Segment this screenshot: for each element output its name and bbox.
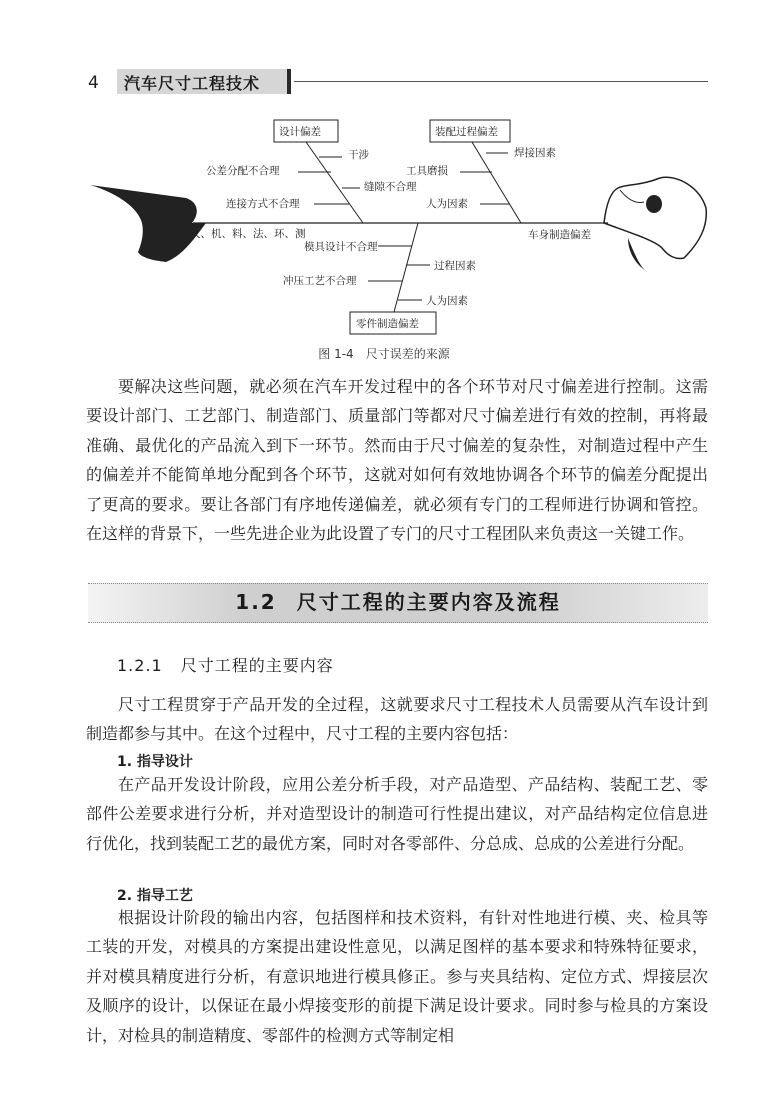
cause-label: 焊接因素 [514, 147, 556, 159]
section-number: 1.2 [235, 590, 277, 614]
paragraph: 在产品开发设计阶段，应用公差分析手段，对产品造型、产品结构、装配工艺、零部件公差要求进行分析，并对造型设计的制造可行性提出建议，对产品结构定位信息进行优化，找到装配工艺的最优方案，同时对各零部件、分总成、总成的公差进行分配。 [86, 775, 708, 853]
cause-label: 公差分配不合理 [206, 165, 280, 177]
cause-label: 人为因素 [426, 295, 468, 307]
cause-label: 模具设计不合理 [304, 241, 378, 253]
fish-eye [646, 195, 662, 213]
section-title: 尺寸工程的主要内容及流程 [296, 590, 561, 614]
cause-label: 过程因素 [434, 260, 476, 272]
paragraph: 要解决这些问题，就必须在汽车开发过程中的各个环节对尺寸偏差进行控制。这需要设计部门、工艺部门、制造部门、质量部门等都对尺寸偏差进行有效的控制，再将最准确、最优化的产品流入到下一环节。然而由于尺寸偏差的复杂性，对制造过程中产生的偏差并不能简单地分配到各个环节，这就对如何有效地协调各个环节的偏差分配提出了更高的要求。要让各部门有序地传递偏差，就必须有专门的工程师进行协调和管控。在这样的背景下，一些先进企业为此设置了专门的尺寸工程团队来负责这一关键工作。 [86, 377, 708, 544]
page-number: 4 [88, 73, 99, 93]
figure-caption: 图 1-4 尺寸误差的来源 [318, 347, 450, 361]
subsection-title: 尺寸工程的主要内容 [180, 656, 334, 675]
fish-head [604, 177, 706, 258]
section-heading [88, 586, 708, 615]
cause-label: 工具磨损 [406, 165, 448, 177]
cause-label: 干涉 [348, 149, 369, 161]
subsection-number: 1.2.1 [117, 656, 163, 675]
book-title: 汽车尺寸工程技术 [124, 74, 261, 93]
cause-label: 人为因素 [426, 198, 468, 210]
design-deviation-label: 设计偏差 [279, 126, 321, 138]
fish-tail [90, 185, 206, 262]
cause-label: 冲压工艺不合理 [283, 275, 357, 287]
fishbone-diagram [88, 110, 708, 340]
spine-left-label: 人、机、料、法、环、测 [190, 228, 306, 240]
item-heading: 1. 指导设计 [117, 754, 193, 770]
cause-label: 缝隙不合理 [364, 181, 417, 193]
paragraph: 根据设计阶段的输出内容，包括图样和技术资料，有针对性地进行模、夹、检具等工装的开发，对模具的方案提出建设性意见，以满足图样的基本要求和特殊特征要求，并对模具精度进行分析，有意识地进行模具修正。参与夹具结构、定位方式、焊接层次及顺序的设计，以保证在最小焊接变形的前提下满足设计要求。同时参与检具的方案设计，对检具的制造精度、零部件的检测方式等制定相 [86, 908, 708, 1045]
assembly-deviation-label: 装配过程偏差 [435, 126, 498, 138]
subsection-heading [117, 653, 334, 676]
item-heading: 2. 指导工艺 [117, 888, 193, 904]
effect-label: 车身制造偏差 [528, 229, 591, 241]
parts-deviation-label: 零件制造偏差 [356, 318, 419, 330]
cause-label: 连接方式不合理 [226, 198, 300, 210]
header-rule [294, 81, 708, 82]
paragraph: 尺寸工程贯穿于产品开发的全过程，这就要求尺寸工程技术人员需要从汽车设计到制造都参与其中。在这个过程中，尺寸工程的主要内容包括： [86, 695, 708, 744]
